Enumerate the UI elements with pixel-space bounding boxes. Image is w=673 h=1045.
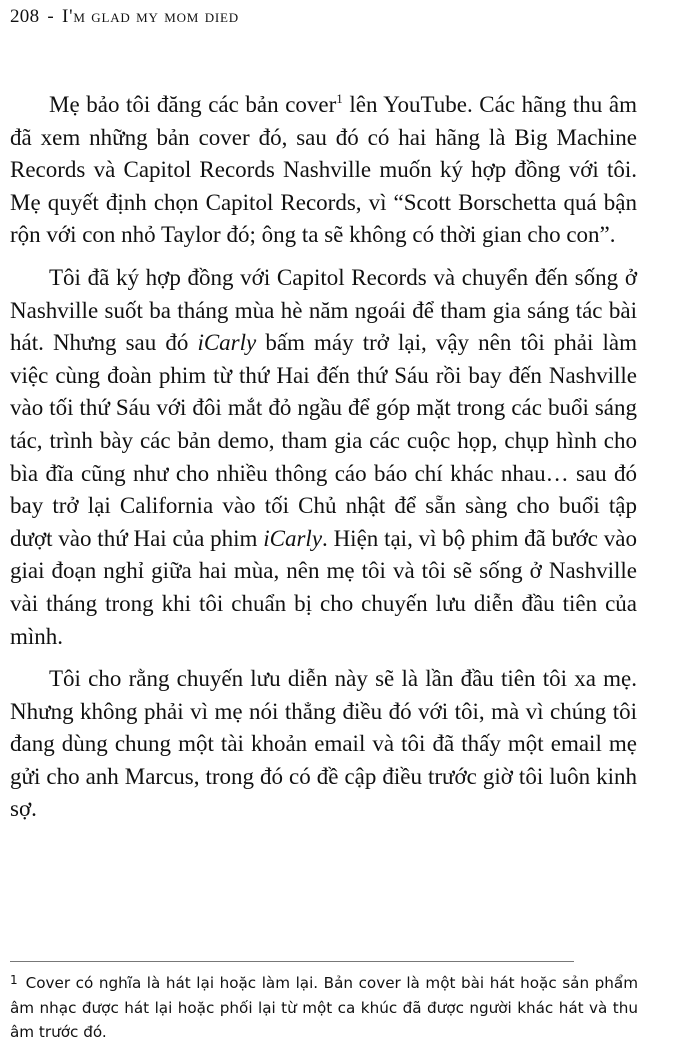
show-title-italic: iCarly <box>263 525 323 551</box>
footnote-text: Cover có nghĩa là hát lại hoặc làm lại. Bản cover là một bài hát hoặc sản phẩm âm nhạc được hát lại hoặc phối lại từ một ca khúc đã được người khác hát và thu âm trước đó. <box>10 974 638 1041</box>
header-separator: - <box>47 6 55 27</box>
paragraph-1-text-a: Mẹ bảo tôi đăng các bản cover <box>49 92 337 117</box>
paragraph-2-text-a: Tôi đã ký hợp đồng với Capitol Records và chuyển đến sống ở Nashville suốt ba tháng mùa hè năm ngoái để tham gia sáng tác bài hát. Nhưng sau đó <box>10 264 637 356</box>
paragraph-3: Tôi cho rằng chuyến lưu diễn này sẽ là lần đầu tiên tôi xa mẹ. Nhưng không phải vì mẹ nói thẳng điều đó với tôi, mà vì chúng tôi đang dùng chung một tài khoản email và tôi đã thấy một email mẹ gửi cho anh Marcus, trong đó có đề cập điều trước giờ tôi luôn kinh sợ. <box>10 666 637 822</box>
show-title-italic: iCarly <box>197 330 257 356</box>
running-header <box>10 6 239 28</box>
footnote <box>10 968 638 1045</box>
paragraph-2-text-b: bấm máy trở lại, vậy nên tôi phải làm việc cùng đoàn phim từ thứ Hai đến thứ Sáu rồi bay đến Nashville vào tối thứ Sáu với đôi mắt đỏ ngầu để góp mặt trong các buổi sáng tác, trình bày các bản demo, tham gia các cuộc họp, chụp hình cho bìa đĩa cũng như cho nhiều thông cáo báo chí khác nhau… sau đó bay trở lại California vào tối Chủ nhật để sẵn sàng cho buổi tập dượt vào thứ Hai của phim <box>10 330 637 551</box>
paragraph-1 <box>10 89 637 252</box>
footnote-mark: 1 <box>10 973 18 987</box>
page-number: 208 <box>10 6 40 27</box>
footnote-divider <box>10 961 574 962</box>
footnote-reference: 1 <box>336 91 343 106</box>
paragraph-1-text-b: lên YouTube. Các hãng thu âm đã xem những bản cover đó, sau đó có hai hãng là Big Machine Records và Capitol Records Nashville muốn ký hợp đồng với tôi. Mẹ quyết định chọn Capitol Records, vì “Scott Borschetta quá bận rộn với con nhỏ Taylor đó; ông ta sẽ không có thời gian cho con”. <box>10 92 637 248</box>
body-text <box>10 89 637 836</box>
paragraph-2 <box>10 262 637 653</box>
book-title: I'm glad my mom died <box>62 6 239 27</box>
paragraph-2-text-c: . Hiện tại, vì bộ phim đã bước vào giai đoạn nghỉ giữa hai mùa, nên mẹ tôi và tôi sẽ sống ở Nashville vài tháng trong khi tôi chuẩn bị cho chuyến lưu diễn đầu tiên của mình. <box>10 525 637 649</box>
